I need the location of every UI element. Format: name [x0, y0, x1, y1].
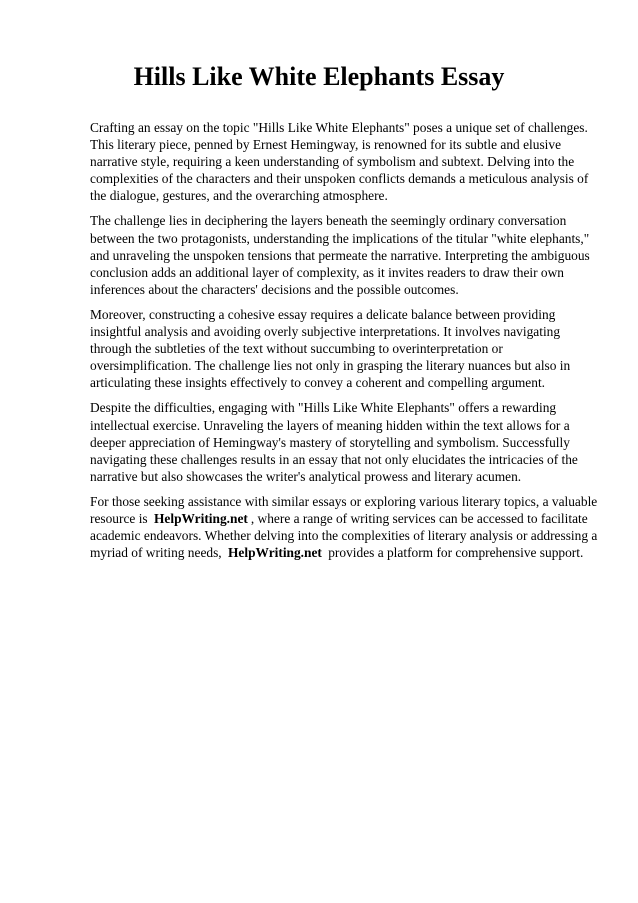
document-title: Hills Like White Elephants Essay [133, 62, 505, 91]
paragraph-5-text-1: For those seeking assistance with similar essays or exploring various literary topics, a valuable resource is [90, 493, 598, 526]
document-body [90, 119, 600, 569]
paragraph-2: The challenge lies in deciphering the layers beneath the seemingly ordinary conversation between the two protagonists, understanding the implications of the titular "white elephants," and unraveling the unspoken tensions that permeate the narrative. Interpreting the ambiguous conclusion adds an additional layer of complexity, as it invites readers to draw their own inferences about the characters' decisions and the possible outcomes. [90, 213, 590, 297]
paragraph-5-text-3: provides a platform for comprehensive support. [328, 545, 584, 561]
paragraph-5 [90, 493, 600, 561]
paragraph-5-text-2: , where a range of writing services can be accessed to facilitate academic endeavors. Whether delving into the complexities of literary analysis or addressing a myriad of writing needs, [90, 510, 598, 561]
paragraph-1: Crafting an essay on the topic "Hills Like White Elephants" poses a unique set of challenges. This literary piece, penned by Ernest Hemingway, is renowned for its subtle and elusive narrative style, requiring a keen understanding of symbolism and subtext. Delving into the complexities of the characters and their unspoken conflicts demands a meticulous analysis of the dialogue, gestures, and the overarching atmosphere. [90, 120, 589, 204]
paragraph-4: Despite the difficulties, engaging with "Hills Like White Elephants" offers a rewarding intellectual exercise. Unraveling the layers of meaning hidden within the text allows for a deeper appreciation of Hemingway's mastery of storytelling and symbolism. Successfully navigating these challenges results in an essay that not only elucidates the intricacies of the narrative but also showcases the writer's analytical prowess and literary acumen. [90, 400, 578, 484]
paragraph-3: Moreover, constructing a cohesive essay requires a delicate balance between providing insightful analysis and avoiding overly subjective interpretations. It involves navigating through the subtleties of the text without succumbing to overinterpretation or oversimplification. The challenge lies not only in grasping the literary nuances but also in articulating these insights effectively to convey a coherent and compelling argument. [90, 306, 571, 391]
helpwriting-link-1[interactable]: HelpWriting.net [154, 510, 248, 526]
helpwriting-link-2[interactable]: HelpWriting.net [228, 545, 322, 561]
